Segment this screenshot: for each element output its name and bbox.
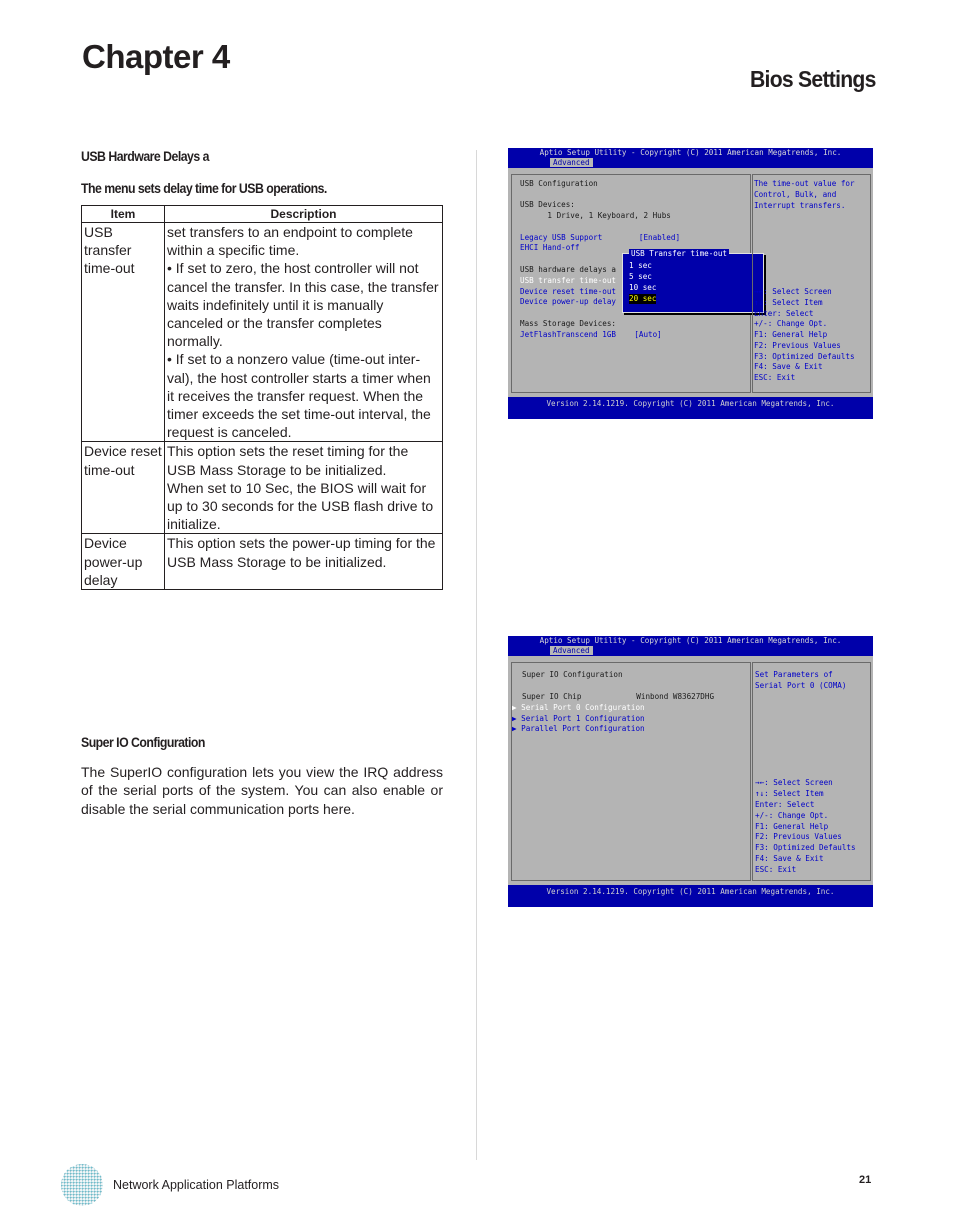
key-hint: F1: General Help <box>754 330 828 339</box>
key-hint: →←: Select Screen <box>754 287 832 296</box>
bios-menu-serial-port-1[interactable]: ▶ Serial Port 1 Configuration <box>512 714 645 723</box>
bios-line: Super IO Configuration <box>522 670 623 679</box>
section-title: Bios Settings <box>750 66 876 92</box>
bios-line: Mass Storage Devices: <box>520 319 617 328</box>
bios-line: USB Devices: <box>520 200 575 209</box>
globe-logo-icon <box>60 1163 104 1207</box>
bios-option-device-reset-timeout[interactable]: Device reset time-out <box>520 287 617 296</box>
key-hint: F4: Save & Exit <box>755 854 824 863</box>
popup-option-selected[interactable]: 20 sec <box>629 294 657 303</box>
key-hint: F2: Previous Values <box>755 832 842 841</box>
help-line: Interrupt transfers. <box>754 201 846 210</box>
description-line: This option sets the power-up timing for the USB Mass Storage to be initialized. <box>167 535 436 570</box>
page-number: 21 <box>859 1174 872 1186</box>
bios-screenshot-usb <box>508 148 873 419</box>
key-hint: ↑↓: Select Item <box>755 789 824 798</box>
bios-right-pane <box>752 662 871 881</box>
table-cell-description <box>165 442 443 534</box>
table-header-row <box>82 206 443 223</box>
bios-right-pane <box>752 174 871 393</box>
help-line: Control, Bulk, and <box>754 190 837 199</box>
key-hint: +/-: Change Opt. <box>755 811 829 820</box>
key-hint: +/-: Change Opt. <box>754 319 828 328</box>
key-hint: ESC: Exit <box>754 373 796 382</box>
bios-menu-parallel-port[interactable]: ▶ Parallel Port Configuration <box>512 724 645 733</box>
bios-main-area <box>508 656 873 885</box>
popup-title: USB Transfer time-out <box>631 249 728 258</box>
key-hint: ↑↓: Select Item <box>754 298 823 307</box>
key-hint: F3: Optimized Defaults <box>755 843 856 852</box>
bios-left-pane <box>511 174 751 393</box>
help-line: Set Parameters of <box>755 670 833 679</box>
key-hint: Enter: Select <box>755 800 815 809</box>
footer-text: Network Application Platforms <box>113 1178 280 1192</box>
table-row <box>82 442 443 534</box>
bios-option-usb-transfer-timeout[interactable]: USB transfer time-out <box>520 276 617 285</box>
chapter-title: Chapter 4 <box>82 38 230 75</box>
table-cell-description <box>165 534 443 590</box>
popup-option[interactable]: 10 sec <box>629 283 657 292</box>
table-cell-item: Device power-up delay <box>82 534 165 590</box>
bios-tab-advanced[interactable]: Advanced <box>550 646 593 655</box>
bios-line: USB Configuration <box>520 179 598 188</box>
key-hint: F2: Previous Values <box>754 341 841 350</box>
bios-option-legacy-usb[interactable]: Legacy USB Support [Enabled] <box>520 233 681 242</box>
table-cell-item: USB transfer time-out <box>82 223 165 442</box>
usb-delays-subheading: The menu sets delay time for USB operations. <box>81 180 327 196</box>
help-line: Serial Port 0 (COMA) <box>755 681 847 690</box>
table-header-description: Description <box>165 206 443 223</box>
key-hint: ESC: Exit <box>755 865 797 874</box>
description-line: • If set to a nonzero value (time-out inter-val), the host controller starts a timer when it receives the transfer request. When the timer exceeds the set time-out interval, the request is canceled. <box>167 351 431 441</box>
description-line: This option sets the reset timing for the USB Mass Storage to be initialized. <box>167 443 409 478</box>
table-row <box>82 534 443 590</box>
column-divider <box>476 150 477 1160</box>
table-cell-item: Device reset time-out <box>82 442 165 534</box>
help-line: The time-out value for <box>754 179 855 188</box>
key-hint: F4: Save & Exit <box>754 362 823 371</box>
bios-title-bar: Aptio Setup Utility - Copyright (C) 2011 American Megatrends, Inc. <box>508 148 873 157</box>
description-line: set transfers to an endpoint to complete within a specific time. <box>167 224 413 259</box>
description-line: When set to 10 Sec, the BIOS will wait for up to 30 seconds for the USB flash drive to initialize. <box>167 479 434 533</box>
superio-heading: Super IO Configuration <box>81 734 205 750</box>
bios-screenshot-superio <box>508 636 873 907</box>
bios-left-pane <box>511 662 751 881</box>
key-hint: F1: General Help <box>755 822 829 831</box>
bios-footer: Version 2.14.1219. Copyright (C) 2011 American Megatrends, Inc. <box>508 399 873 419</box>
bios-option-jetflash[interactable]: JetFlashTranscend 1GB [Auto] <box>520 330 662 339</box>
popup-option[interactable]: 5 sec <box>629 272 652 281</box>
bios-option-device-powerup-delay[interactable]: Device power-up delay <box>520 297 617 306</box>
table-cell-description <box>165 223 443 442</box>
bios-popup-usb-timeout <box>622 249 764 313</box>
usb-settings-table <box>81 205 443 590</box>
key-hint: →←: Select Screen <box>755 778 833 787</box>
bios-line: 1 Drive, 1 Keyboard, 2 Hubs <box>520 211 671 220</box>
bios-line: USB hardware delays a <box>520 265 617 274</box>
superio-paragraph: The SuperIO configuration lets you view the IRQ address of the serial ports of the system. You can also enable or disable the serial communication ports here. <box>81 764 443 817</box>
popup-option[interactable]: 1 sec <box>629 261 652 270</box>
bios-tab-advanced[interactable]: Advanced <box>550 158 593 167</box>
key-hint: Enter: Select <box>754 309 814 318</box>
key-hint: F3: Optimized Defaults <box>754 352 855 361</box>
table-row <box>82 223 443 442</box>
bios-main-area <box>508 168 873 397</box>
description-line: • If set to zero, the host controller will not cancel the transfer. In this case, the transfer waits indefinitely until it is manually canceled or the transfer completes normally. <box>167 260 439 350</box>
bios-option-ehci-handoff[interactable]: EHCI Hand-off <box>520 243 580 252</box>
usb-delays-heading: USB Hardware Delays a <box>81 148 209 164</box>
bios-line: Super IO Chip Winbond W83627DHG <box>522 692 715 701</box>
bios-footer: Version 2.14.1219. Copyright (C) 2011 American Megatrends, Inc. <box>508 887 873 907</box>
table-header-item: Item <box>82 206 165 223</box>
bios-menu-serial-port-0[interactable]: ▶ Serial Port 0 Configuration <box>512 703 645 712</box>
bios-title-bar: Aptio Setup Utility - Copyright (C) 2011 American Megatrends, Inc. <box>508 636 873 645</box>
